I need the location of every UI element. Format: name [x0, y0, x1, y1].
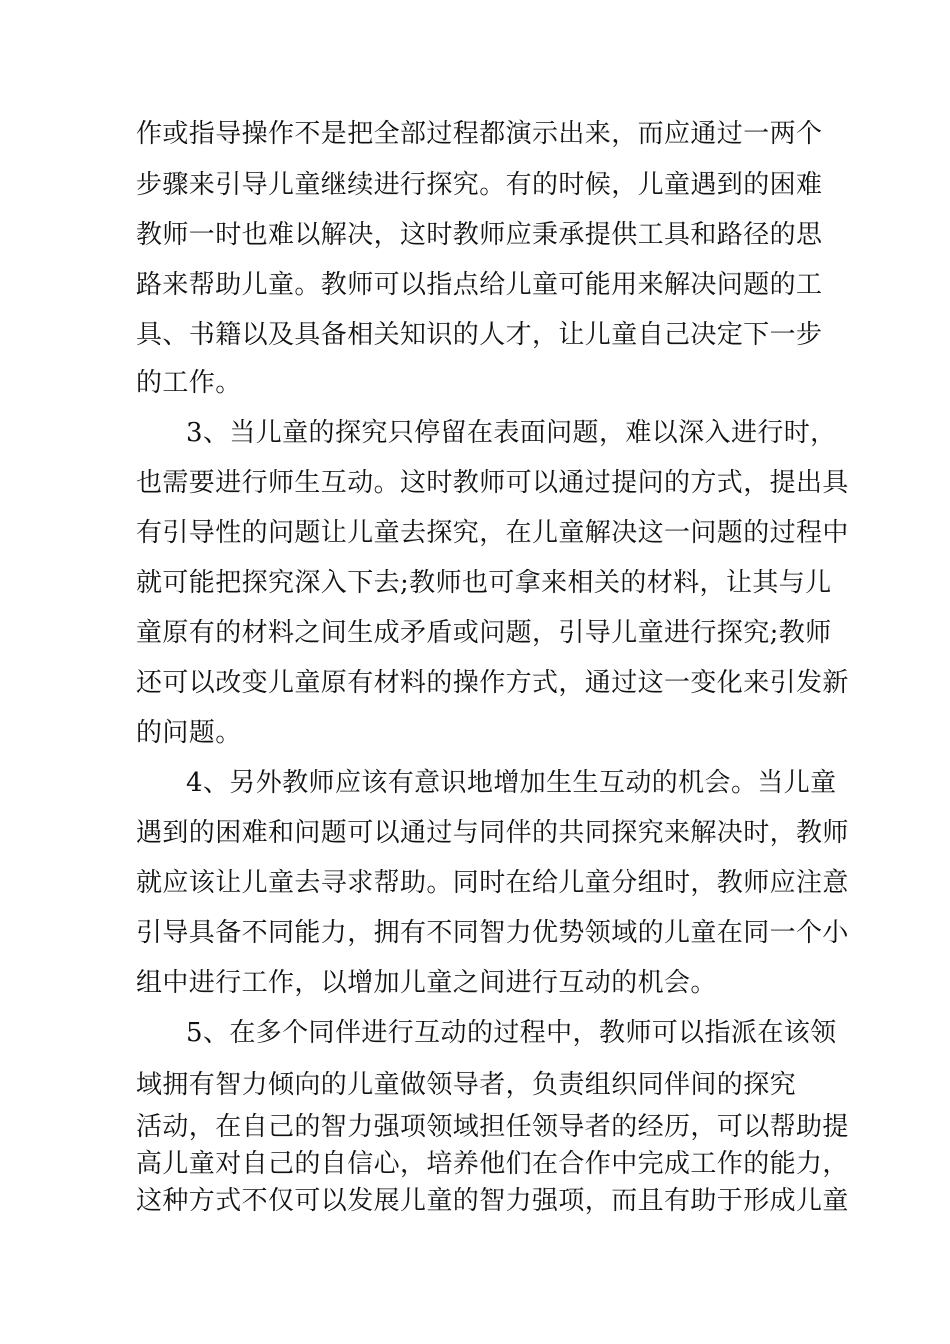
text-line: 的工作。: [136, 368, 242, 398]
text-line: 引导具备不同能力，拥有不同智力优势领域的儿童在同一个小: [136, 918, 849, 948]
text-line: 域拥有智力倾向的儿童做领导者，负责组织同伴间的探究: [136, 1070, 797, 1100]
text-line: 具、书籍以及具备相关知识的人才，让儿童自己决定下一步: [136, 320, 823, 350]
text-line: 的问题。: [136, 718, 242, 748]
text-line: 活动，在自己的智力强项领域担任领导者的经历，可以帮助提: [136, 1112, 849, 1142]
paragraph-5-first-line: 5、在多个同伴进行互动的过程中，教师可以指派在该领: [186, 1018, 837, 1048]
text-line: 作或指导操作不是把全部过程都演示出来，而应通过一两个: [136, 119, 823, 149]
text-line: 有引导性的问题让儿童去探究，在儿童解决这一问题的过程中: [136, 518, 849, 548]
text-line: 路来帮助儿童。教师可以指点给儿童可能用来解决问题的工: [136, 270, 823, 300]
paragraph-4-first-line: 4、另外教师应该有意识地增加生生互动的机会。当儿童: [186, 768, 837, 798]
text-line: 童原有的材料之间生成矛盾或问题，引导儿童进行探究;教师: [136, 618, 832, 648]
text-line: 也需要进行师生互动。这时教师可以通过提问的方式，提出具: [136, 468, 849, 498]
paragraph-3-first-line: 3、当儿童的探究只停留在表面问题，难以深入进行时，: [186, 418, 837, 448]
text-line: 步骤来引导儿童继续进行探究。有的时候，儿童遇到的困难: [136, 170, 823, 200]
text-line: 高儿童对自己的自信心，培养他们在合作中完成工作的能力，: [136, 1149, 849, 1179]
text-line: 遇到的困难和问题可以通过与同伴的共同探究来解决时，教师: [136, 818, 849, 848]
text-line: 教师一时也难以解决，这时教师应秉承提供工具和路径的思: [136, 220, 823, 250]
text-line: 就应该让儿童去寻求帮助。同时在给儿童分组时，教师应注意: [136, 868, 849, 898]
text-line: 就可能把探究深入下去;教师也可拿来相关的材料，让其与儿: [136, 568, 832, 598]
text-line: 这种方式不仅可以发展儿童的智力强项，而且有助于形成儿童: [136, 1186, 849, 1216]
text-line: 还可以改变儿童原有材料的操作方式，通过这一变化来引发新: [136, 668, 849, 698]
text-line: 组中进行工作，以增加儿童之间进行互动的机会。: [136, 968, 717, 998]
